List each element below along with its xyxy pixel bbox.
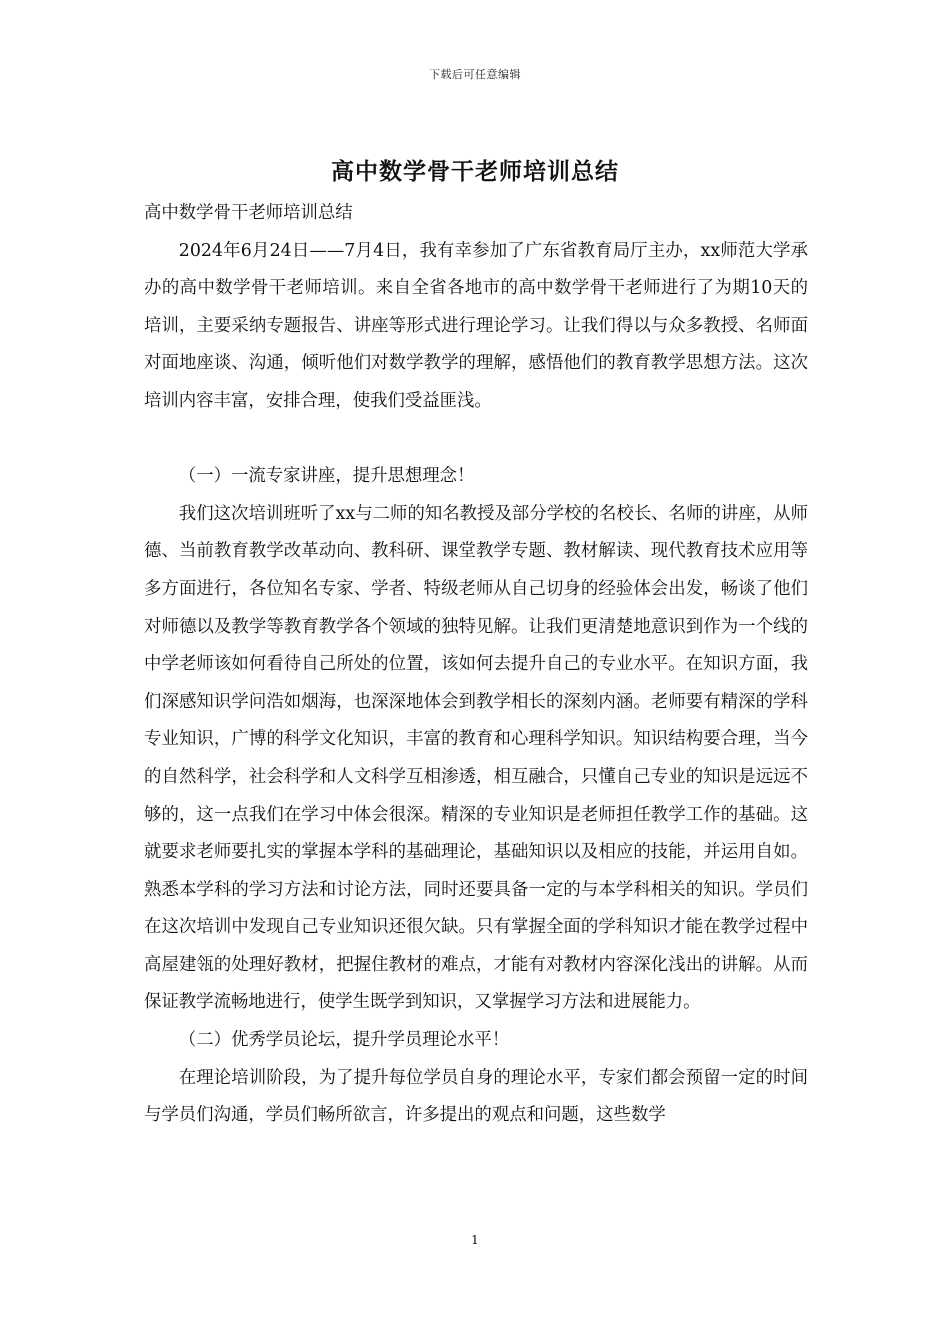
paragraph-section-1: 我们这次培训班听了xx与二师的知名教授及部分学校的名校长、名师的讲座，从师德、当前教育教学改革动向、教科研、课堂教学专题、教材解读、现代教育技术应用等多方面进行，各位知名专家、学者、特级老师从自己切身的经验体会出发，畅谈了他们对师德以及教学等教育教学各个领域的独特见解。让我们更清楚地意识到作为一个线的中学老师该如何看待自己所处的位置，该如何去提升自己的专业水平。在知识方面，我们深感知识学问浩如烟海，也深深地体会到教学相长的深刻内涵。老师要有精深的学科专业知识，广博的科学文化知识，丰富的教育和心理科学知识。知识结构要合理，当今的自然科学，社会科学和人文科学互相渗透，相互融合，只懂自己专业的知识是远远不够的，这一点我们在学习中体会很深。精深的专业知识是老师担任教学工作的基础。这就要求老师要扎实的掌握本学科的基础理论，基础知识以及相应的技能，并运用自如。熟悉本学科的学习方法和讨论方法，同时还要具备一定的与本学科相关的知识。学员们在这次培训中发现自己专业知识还很欠缺。只有掌握全面的学科知识才能在教学过程中高屋建瓴的处理好教材，把握住教材的难点，才能有对教材内容深化浅出的讲解。从而保证教学流畅地进行，使学生既学到知识，又掌握学习方法和进展能力。	[144, 503, 808, 1013]
document-body	[144, 195, 808, 1135]
section-heading-2: （二）优秀学员论坛，提升学员理论水平！	[178, 1030, 510, 1051]
document-title: 高中数学骨干老师培训总结	[331, 158, 619, 185]
page-number: 1	[471, 1233, 479, 1247]
section-heading-1: （一）一流专家讲座，提升思想理念！	[178, 466, 475, 487]
subtitle-line: 高中数学骨干老师培训总结	[144, 203, 353, 223]
paragraph-intro: 2024年6月24日——7月4日，我有幸参加了广东省教育局厅主办，xx师范大学承办的高中数学骨干老师培训。来自全省各地市的高中数学骨干老师进行了为期10天的培训，主要采纳专题报告、讲座等形式进行理论学习。让我们得以与众多教授、名师面对面地座谈、沟通，倾听他们对数学教学的理解，感悟他们的教育教学思想方法。这次培训内容丰富，安排合理，使我们受益匪浅。	[144, 240, 808, 411]
paragraph-section-2: 在理论培训阶段，为了提升每位学员自身的理论水平，专家们都会预留一定的时间与学员们沟通，学员们畅所欲言，许多提出的观点和问题，这些数学	[144, 1067, 808, 1126]
page-header-note: 下载后可任意编辑	[429, 68, 521, 81]
